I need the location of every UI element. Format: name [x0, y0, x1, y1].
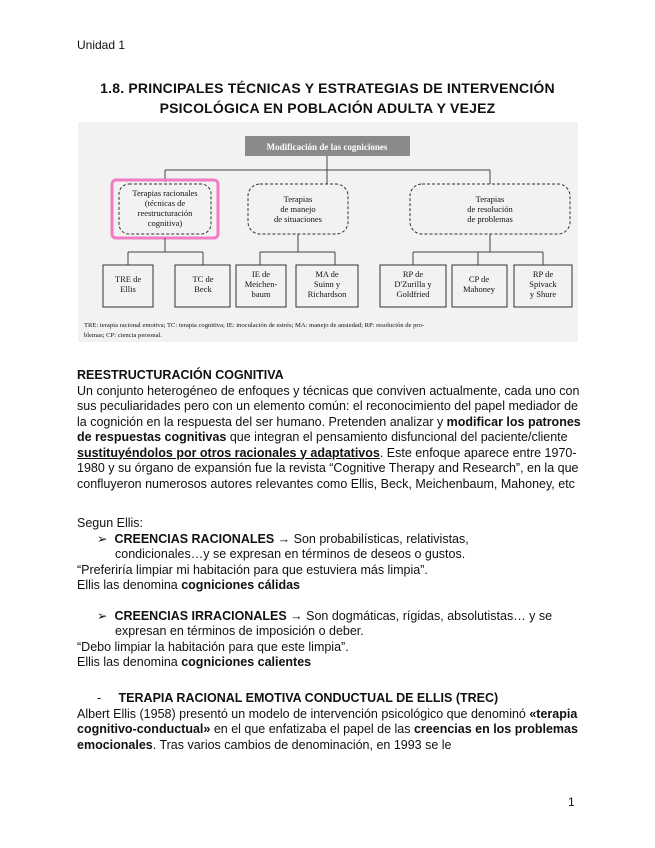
leaf-cp-line-2: Mahoney	[462, 284, 496, 294]
ellis-beliefs	[77, 516, 587, 671]
irrational-label: CREENCIAS IRRACIONALES	[114, 608, 287, 623]
irrational-bullet	[77, 609, 587, 625]
trec-text-3: . Tras varios cambios de denominación, en 1993 se le	[152, 737, 452, 752]
group-rational-line-3: reestructuración	[137, 208, 193, 218]
bullet-icon: ➢	[97, 531, 108, 546]
arrow-icon: →	[290, 608, 303, 623]
dash-bullet: -	[97, 691, 102, 705]
leaf-rp1-line-3: Goldfried	[396, 289, 430, 299]
para-bold-1: modificar los patrones de respuestas cognitivas	[77, 414, 581, 444]
page-number: 1	[568, 795, 575, 809]
arrow-icon: →	[277, 531, 291, 546]
group-rational-line-1: Terapias racionales	[132, 188, 198, 198]
rational-label: CREENCIAS RACIONALES	[114, 531, 275, 546]
leaf-tre-line-2: Ellis	[120, 284, 136, 294]
leaf-tc-line-1: TC de	[192, 274, 214, 284]
para-text-3: . Este enfoque aparece entre 1970-1980 y su órgano de expansión fue la revista “Cognitive Therapy and Research”, en la que confluyeron numerosos autores relevantes como Ellis, Beck, Meichenbaum, Mahoney, etc	[77, 445, 579, 491]
rational-name	[77, 578, 587, 594]
group-problems-line-3: de problemas	[467, 214, 513, 224]
rational-bullet	[77, 532, 587, 548]
para-text-1: Un conjunto heterogéneo de enfoques y técnicas que conviven actualmente, cada uno con sus peculiaridades pero con un elemento común: el reconocimiento del papel mediador de la cognición en la respuesta del ser humano. Pretenden analizar y	[77, 383, 580, 429]
rational-name-text: Ellis las denomina	[77, 578, 182, 592]
trec-text-1: Albert Ellis (1958) presentó un modelo de intervención psicológico que denominó	[77, 706, 530, 721]
section-paragraph	[77, 384, 587, 493]
trec-section	[77, 691, 587, 753]
leaf-ma-line-1: MA de	[315, 269, 339, 279]
leaf-ie-line-2: Meichen-	[244, 279, 278, 289]
irrational-name	[77, 655, 587, 671]
leaf-ma-line-2: Suinn y	[313, 279, 341, 289]
diagram-svg	[78, 122, 578, 342]
group-situations-line-1: Terapias	[283, 194, 313, 204]
trec-bold-1: «terapia cognitivo-conductual»	[77, 706, 578, 736]
para-underline: sustituyéndolos por otros racionales y adaptativos	[77, 445, 380, 460]
rational-quote: “Preferiría limpiar mi habitación para que estuviera más limpia”.	[77, 562, 428, 577]
leaf-rp1-line-2: D'Zurilla y	[394, 279, 432, 289]
title-line-1: 1.8. PRINCIPALES TÉCNICAS Y ESTRATEGIAS DE INTERVENCIÓN	[100, 80, 555, 96]
section-restructuring	[77, 368, 587, 492]
irrational-name-bold: cogniciones calientes	[181, 655, 312, 669]
irrational-quote: “Debo limpiar la habitación para que este limpia”.	[77, 639, 349, 654]
leaf-rp2-line-3: y Shure	[529, 289, 557, 299]
section-heading: REESTRUCTURACIÓN COGNITIVA	[77, 368, 284, 382]
bullet-icon: ➢	[97, 608, 108, 623]
leaf-ma-line-3: Richardson	[307, 289, 347, 299]
rational-name-bold: cogniciones cálidas	[181, 578, 301, 592]
page-title	[60, 78, 595, 118]
leaf-rp1-line-1: RP de	[402, 269, 424, 279]
leaf-ie-line-1: IE de	[251, 269, 271, 279]
group-problems-line-1: Terapias	[475, 194, 505, 204]
unit-header: Unidad 1	[77, 38, 126, 52]
techniques-diagram	[78, 122, 578, 342]
group-situations-line-2: de manejo	[280, 204, 316, 214]
leaf-tc-line-2: Beck	[194, 284, 212, 294]
para-text-2: que integran el pensamiento disfuncional del paciente/cliente	[226, 430, 568, 444]
trec-bold-2: creencias en los problemas emocionales	[77, 722, 578, 752]
leaf-ie-line-3: baum	[251, 289, 271, 299]
diagram-caption-line-1: TRE: terapia racional emotiva; TC: terapia cognitiva; IE: inoculación de estrés; MA: manejo de ansiedad; RP: resolución de pro-	[84, 322, 425, 329]
trec-paragraph	[77, 707, 587, 754]
ellis-intro: Segun Ellis:	[77, 516, 144, 530]
group-situations-line-3: de situaciones	[274, 214, 322, 224]
irrational-name-text: Ellis las denomina	[77, 655, 182, 669]
group-rational-line-2: (técnicas de	[144, 198, 186, 208]
trec-heading: TERAPIA RACIONAL EMOTIVA CONDUCTUAL DE ELLIS (TREC)	[118, 691, 499, 705]
irrational-text: Son dogmáticas, rígidas, absolutistas… y se	[302, 608, 553, 623]
leaf-rp2-line-1: RP de	[532, 269, 554, 279]
rational-text: Son probabilísticas, relativistas,	[290, 531, 469, 546]
root-label: Modificación de las cogniciones	[266, 142, 388, 152]
trec-heading-row	[77, 691, 587, 707]
group-problems-line-2: de resolución	[467, 204, 513, 214]
leaf-tre-line-1: TRE de	[114, 274, 142, 284]
trec-text-2: en el que enfatizaba el papel de las	[210, 722, 414, 736]
leaf-rp2-line-2: Spivack	[529, 279, 557, 289]
rational-text-2: condicionales…y se expresan en términos de deseos o gustos.	[115, 547, 466, 561]
irrational-text-2: expresan en términos de imposición o deber.	[115, 624, 364, 638]
diagram-caption-line-2: blemas; CP: ciencia personal.	[84, 332, 163, 339]
group-rational-line-4: cognitiva)	[147, 218, 183, 228]
title-line-2: PSICOLÓGICA EN POBLACIÓN ADULTA Y VEJEZ	[159, 100, 496, 116]
leaf-cp-line-1: CP de	[468, 274, 490, 284]
